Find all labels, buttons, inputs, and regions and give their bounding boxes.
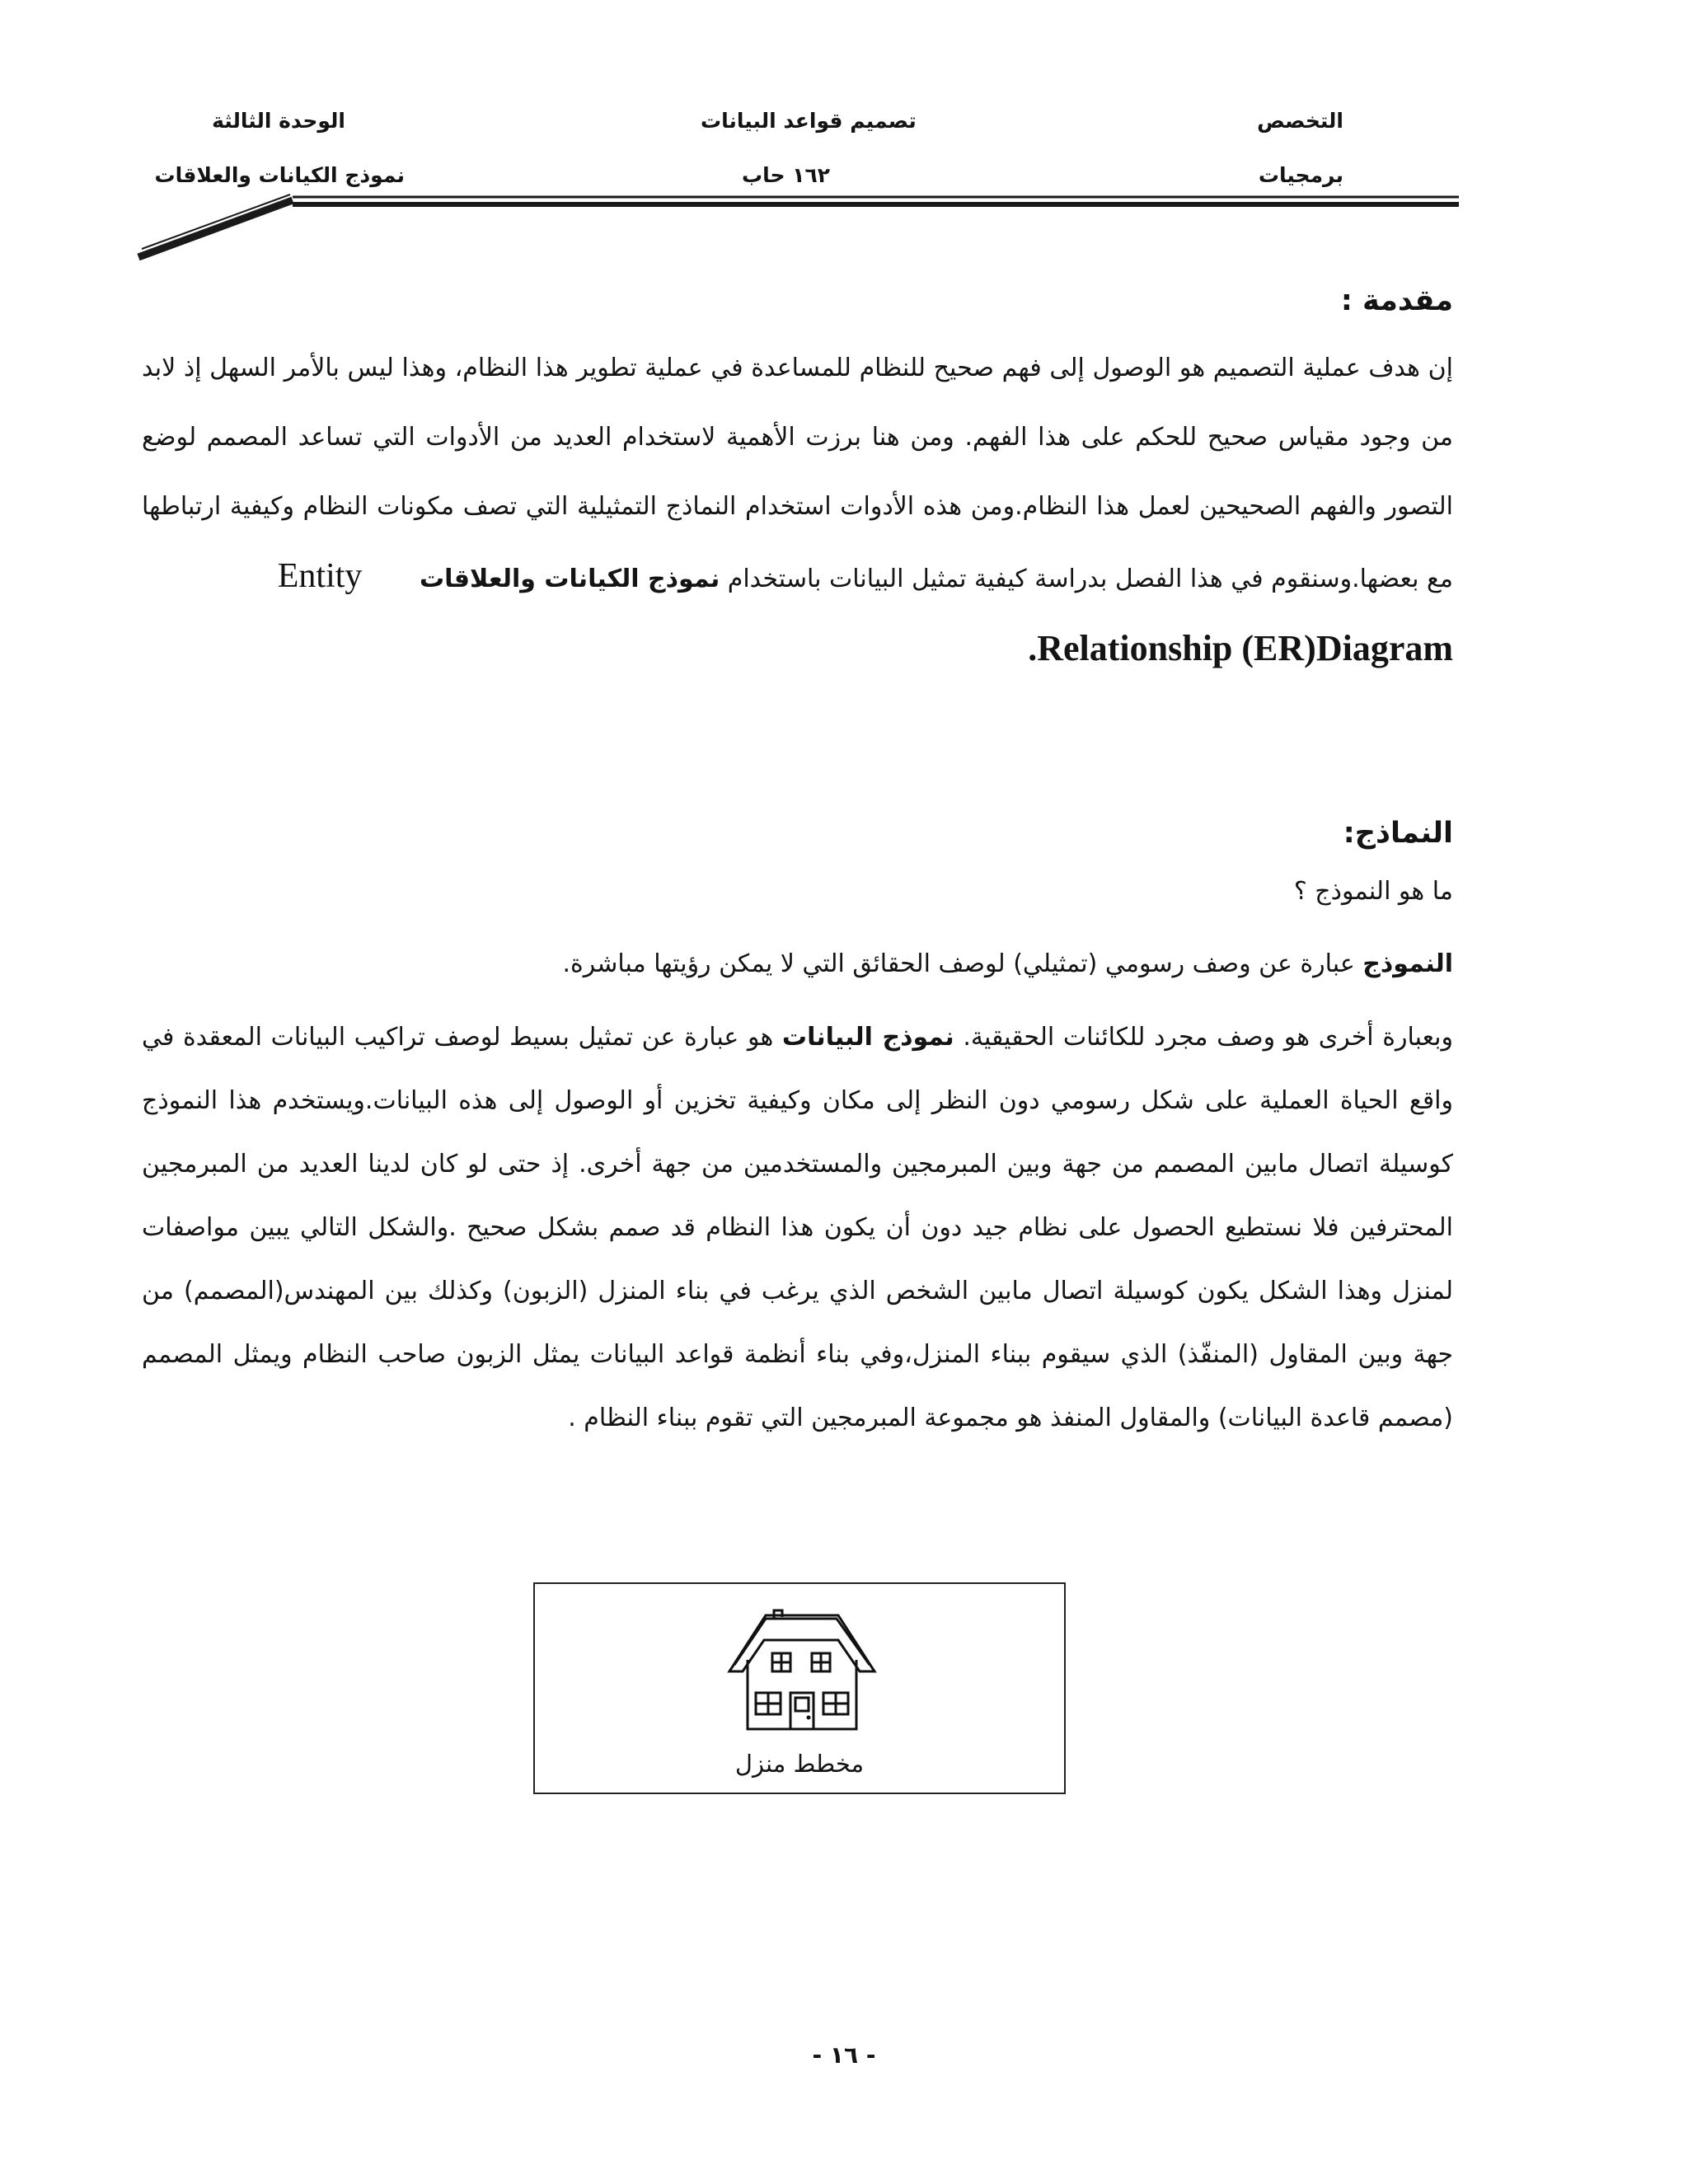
unit-title: نموذج الكيانات والعلاقات xyxy=(154,163,405,187)
intro-bold-term: نموذج الكيانات والعلاقات xyxy=(419,565,720,593)
intro-text: إن هدف عملية التصميم هو الوصول إلى فهم صحيح للنظام للمساعدة في عملية تطوير هذا النظام، وهذا ليس بالأمر السهل إذ لابد من وجود مقياس صحيح للحكم على هذا الفهم. ومن هنا برزت الأهمية لاستخدام العديد من الأدوات التي تساعد المصمم لوضع التصور والفهم الصحيحين لعمل هذا النظام.ومن هذه الأدوات استخدام النماذج التمثيلية التي تصف مكونات النظام وكيفية ارتباطها مع بعضها.وسنقوم في هذا الفصل بدراسة كيفية تمثيل البيانات باستخدام xyxy=(142,354,1453,593)
model-definition-text: عبارة عن وصف رسومي (تمثيلي) لوصف الحقائق التي لا يمكن رؤيتها مباشرة. xyxy=(562,949,1363,978)
intro-title: مقدمة : xyxy=(1340,284,1453,317)
models-title: النماذج: xyxy=(1343,817,1453,850)
house-plan-figure xyxy=(533,1582,1066,1794)
header-divider xyxy=(0,0,1688,280)
question-text: ما هو النموذج ؟ xyxy=(1293,877,1453,906)
figure-caption: مخطط منزل xyxy=(734,1750,865,1778)
intro-latin-entity: Entity xyxy=(277,557,363,595)
intro-latin-diagram: .Relationship (ER)Diagram xyxy=(1028,628,1453,668)
models-question xyxy=(142,863,1453,921)
house-plan-icon xyxy=(723,1607,879,1739)
specialty-label: التخصص xyxy=(1257,109,1343,133)
model-definition xyxy=(142,935,1453,993)
course-title: تصميم قواعد البيانات xyxy=(701,109,917,133)
p2-start: وبعبارة أخرى هو وصف مجرد للكائنات الحقيقية. xyxy=(954,1023,1453,1052)
intro-paragraph xyxy=(142,334,1453,687)
data-model-paragraph xyxy=(142,1005,1453,1450)
data-model-term: نموذج البيانات xyxy=(781,1023,954,1052)
p2-text: هو عبارة عن تمثيل بسيط لوصف تراكيب البيانات المعقدة في واقع الحياة العملية على شكل رسومي دون النظر إلى مكان وكيفية تخزين أو الوصول إلى هذه البيانات.ويستخدم هذا النموذج كوسيلة اتصال مابين المصمم من جهة وبين المبرمجين والمستخدمين من جهة أخرى. إذ حتى لو كان لدينا العديد من المبرمجين المحترفين فلا نستطيع الحصول على نظام جيد دون أن يكون هذا النظام قد صمم بشكل صحيح .والشكل التالي يبين مواصفات لمنزل وهذا الشكل يكون كوسيلة اتصال مابين الشخص الذي يرغب في بناء المنزل (الزبون) وكذلك بين المهندس(المصمم) من جهة وبين المقاول (المنفّذ) الذي سيقوم ببناء المنزل،وفي بناء أنظمة قواعد البيانات يمثل الزبون صاحب النظام ويمثل المصمم (مصمم قاعدة البيانات) والمقاول المنفذ هو مجموعة المبرمجين التي تقوم ببناء النظام . xyxy=(142,1023,1453,1432)
page-number: - ١٦ - xyxy=(812,2041,876,2069)
unit-label: الوحدة الثالثة xyxy=(212,109,345,133)
course-code: ١٦٢ حاب xyxy=(742,163,831,187)
specialty-value: برمجيات xyxy=(1258,163,1343,187)
model-term: النموذج xyxy=(1362,949,1453,978)
